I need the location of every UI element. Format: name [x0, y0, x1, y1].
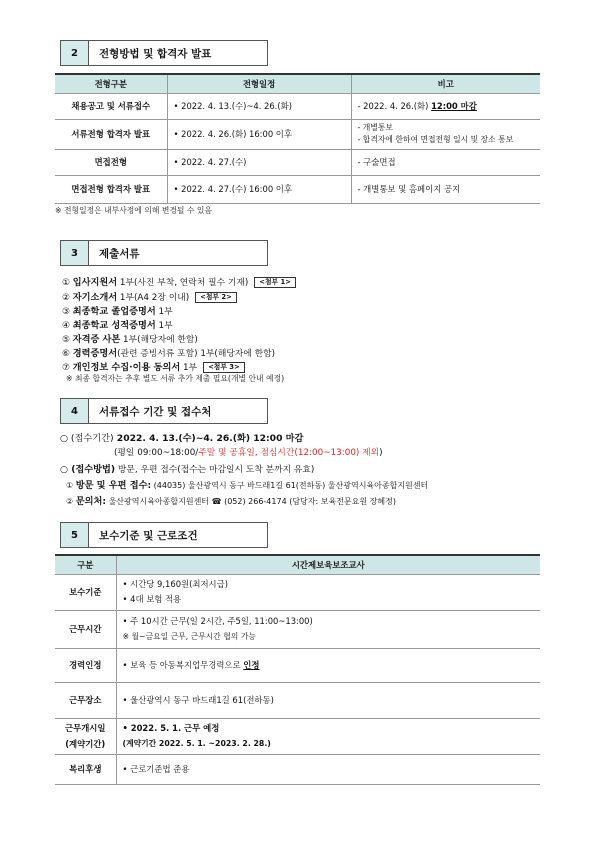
table-row — [55, 175, 540, 203]
note-cell: - 구술면접 — [351, 149, 540, 175]
note-cell: - 개별통보 및 홈페이지 공지 — [351, 175, 540, 203]
section-5-header — [60, 522, 268, 548]
section-3-header — [60, 240, 268, 266]
list-item: ④ 최종학교 성적증명서 1부 — [62, 320, 173, 331]
contact-info: ② 문의처: 울산광역시육아종합지원센터 ☎ (052) 266-4174 (담당자: 보육전문요원 장혜정) — [66, 496, 396, 507]
list-item: ② 자기소개서 1부(A4 2장 이내) <첨부 2> — [62, 289, 237, 303]
section-title: 서류접수 기간 및 접수처 — [88, 398, 268, 424]
note-cell: - 2022. 4. 26.(화) 12:00 마감 — [351, 93, 540, 119]
welfare-label: 복리후생 — [55, 754, 116, 784]
header-position: 시간제보육보조교사 — [116, 555, 540, 574]
submission-address: ① 방문 및 우편 접수: (44035) 울산광역시 동구 바드래1길 61(전하동) 울산광역시육아종합지원센터 — [66, 480, 429, 491]
career-label: 경력인정 — [55, 648, 116, 682]
table-row — [55, 648, 540, 682]
pay-cell: • 시간당 9,160원(최저시급) • 4대 보험 적용 — [116, 574, 540, 610]
table-row — [55, 149, 540, 175]
table-row — [55, 754, 540, 784]
attachment-badge: <첨부 1> — [254, 277, 296, 288]
section-title: 보수기준 및 근로조건 — [88, 522, 268, 548]
section-2-header — [60, 40, 268, 66]
place-cell: • 울산광역시 동구 바드래1길 61(전하동) — [116, 682, 540, 718]
table-row — [55, 718, 540, 754]
list-item: ⑦ 개인정보 수집·이용 동의서 1부 <첨부 3> — [62, 359, 245, 373]
header-category: 구분 — [55, 555, 116, 574]
header-schedule: 전형일정 — [167, 74, 351, 93]
schedule-footnote: ※ 전형일정은 내부사정에 의해 변경될 수 있음 — [55, 206, 212, 215]
documents-footnote: ※ 최종 합격자는 추후 별도 서류 추가 제출 필요(개별 안내 예정) — [66, 374, 285, 383]
table-row — [55, 610, 540, 648]
hours-label: 근무시간 — [55, 610, 116, 648]
attachment-badge: <첨부 2> — [195, 292, 237, 303]
note-cell: - 개별통보 - 합격자에 한하여 면접전형 일시 및 장소 통보 — [351, 119, 540, 149]
attachment-badge: <첨부 3> — [203, 362, 245, 373]
submission-hours: (평일 09:00~18:00/주말 및 공휴일, 점심시간(12:00~13:00) 제외) — [114, 448, 383, 458]
table-row — [55, 682, 540, 718]
hours-cell: • 주 10시간 근무(일 2시간, 주5일, 11:00~13:00) ※ 월~금요일 근무, 근무시간 협의 가능 — [116, 610, 540, 648]
header-stage: 전형구분 — [55, 74, 167, 93]
section-4-header — [60, 398, 268, 424]
pay-label: 보수기준 — [55, 574, 116, 610]
stage-cell: 채용공고 및 서류접수 — [55, 93, 167, 119]
section-number: 2 — [60, 40, 88, 66]
section-title: 제출서류 — [88, 240, 268, 266]
list-item: ⑤ 자격증 사본 1부(해당자에 한함) — [62, 334, 198, 345]
list-item: ⑥ 경력증명서(관련 증빙서류 포함) 1부(해당자에 한함) — [62, 348, 276, 359]
table-row — [55, 93, 540, 119]
table-header-row — [55, 74, 540, 93]
career-cell: • 보육 등 아동복지업무경력으로 인정 — [116, 648, 540, 682]
schedule-table — [55, 73, 540, 204]
place-label: 근무장소 — [55, 682, 116, 718]
submission-period: ○ (접수기간) 2022. 4. 13.(수)~4. 26.(화) 12:00 마감 — [60, 433, 304, 444]
welfare-cell: • 근로기준법 준용 — [116, 754, 540, 784]
start-cell: • 2022. 5. 1. 근무 예정 (계약기간 2022. 5. 1. ~2023. 2. 28.) — [116, 718, 540, 754]
table-row — [55, 574, 540, 610]
section-title: 전형방법 및 합격자 발표 — [88, 40, 268, 66]
table-row — [55, 119, 540, 149]
submission-method: ○ (접수방법) 방문, 우편 접수(접수는 마감일시 도착 분까지 유효) — [60, 464, 315, 475]
conditions-table — [55, 554, 540, 785]
table-header-row — [55, 555, 540, 574]
list-item: ③ 최종학교 졸업증명서 1부 — [62, 306, 173, 317]
list-item: ① 입사지원서 1부(사진 부착, 연락처 필수 기재) <첨부 1> — [62, 274, 296, 288]
header-note: 비고 — [351, 74, 540, 93]
schedule-cell: • 2022. 4. 27.(수) — [167, 149, 351, 175]
stage-cell: 면접전형 — [55, 149, 167, 175]
schedule-cell: • 2022. 4. 27.(수) 16:00 이후 — [167, 175, 351, 203]
section-number: 5 — [60, 522, 88, 548]
schedule-cell: • 2022. 4. 13.(수)~4. 26.(화) — [167, 93, 351, 119]
section-number: 3 — [60, 240, 88, 266]
schedule-cell: • 2022. 4. 26.(화) 16:00 이후 — [167, 119, 351, 149]
section-number: 4 — [60, 398, 88, 424]
stage-cell: 서류전형 합격자 발표 — [55, 119, 167, 149]
start-label: 근무개시일 (계약기간) — [55, 718, 116, 754]
stage-cell: 면접전형 합격자 발표 — [55, 175, 167, 203]
